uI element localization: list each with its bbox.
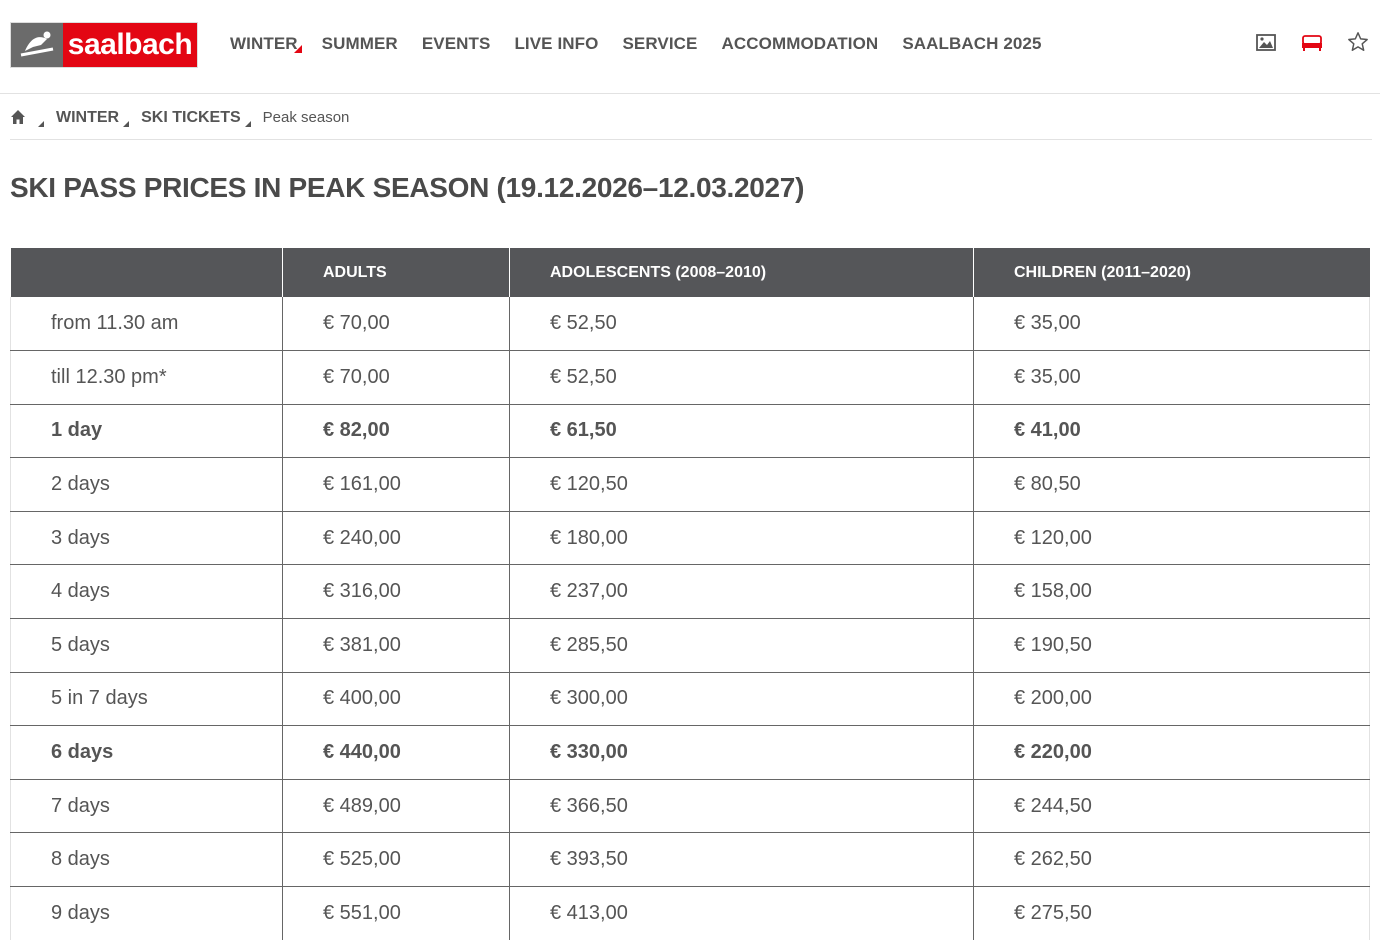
cell-adolescents: € 180,00 — [510, 511, 974, 565]
cell-children: € 200,00 — [974, 672, 1370, 726]
nav-item-winter[interactable]: WINTER — [230, 34, 298, 53]
table-row — [11, 779, 1370, 833]
cell-adolescents: € 52,50 — [510, 297, 974, 351]
table-row — [11, 565, 1370, 619]
cell-children: € 41,00 — [974, 404, 1370, 458]
cell-children: € 120,00 — [974, 511, 1370, 565]
header-adults: ADULTS — [283, 248, 510, 297]
cell-adolescents: € 413,00 — [510, 887, 974, 940]
cell-children: € 244,50 — [974, 779, 1370, 833]
cell-adults: € 381,00 — [283, 619, 510, 673]
cell-adolescents: € 52,50 — [510, 351, 974, 405]
site-header — [0, 0, 1380, 94]
cell-label: from 11.30 am — [11, 297, 283, 351]
cell-adolescents: € 61,50 — [510, 404, 974, 458]
cell-label: 6 days — [11, 726, 283, 780]
table-row — [11, 833, 1370, 887]
nav-item-events[interactable]: EVENTS — [421, 34, 491, 53]
cell-label: till 12.30 pm* — [11, 351, 283, 405]
header-children: CHILDREN (2011–2020) — [974, 248, 1370, 297]
table-row — [11, 672, 1370, 726]
nav-item-summer[interactable]: SUMMER — [321, 34, 398, 53]
saalbach-logo[interactable] — [10, 22, 198, 68]
cell-adolescents: € 393,50 — [510, 833, 974, 887]
table-row — [11, 887, 1370, 940]
cell-adults: € 240,00 — [283, 511, 510, 565]
cell-adults: € 316,00 — [283, 565, 510, 619]
cell-children: € 80,50 — [974, 458, 1370, 512]
price-table — [10, 248, 1370, 940]
breadcrumb-separator-icon — [38, 121, 44, 127]
cell-label: 3 days — [11, 511, 283, 565]
cell-adolescents: € 120,50 — [510, 458, 974, 512]
cell-adults: € 525,00 — [283, 833, 510, 887]
cell-adolescents: € 366,50 — [510, 779, 974, 833]
breadcrumb-separator-icon — [123, 121, 129, 127]
webcam-icon[interactable] — [1254, 30, 1278, 54]
table-row — [11, 726, 1370, 780]
header-label — [11, 248, 283, 297]
favorite-star-icon[interactable] — [1346, 30, 1370, 54]
cell-adults: € 82,00 — [283, 404, 510, 458]
page-title: SKI PASS PRICES IN PEAK SEASON (19.12.2026–12.03.2027) — [10, 172, 805, 203]
table-row — [11, 511, 1370, 565]
cell-label: 5 days — [11, 619, 283, 673]
cell-label: 2 days — [11, 458, 283, 512]
cell-children: € 190,50 — [974, 619, 1370, 673]
cell-adolescents: € 300,00 — [510, 672, 974, 726]
cell-children: € 158,00 — [974, 565, 1370, 619]
table-row — [11, 404, 1370, 458]
cell-adults: € 70,00 — [283, 297, 510, 351]
cell-label: 9 days — [11, 887, 283, 940]
home-icon[interactable] — [10, 109, 28, 127]
cell-adults: € 70,00 — [283, 351, 510, 405]
accommodation-bed-icon[interactable] — [1300, 30, 1324, 54]
cell-label: 4 days — [11, 565, 283, 619]
main-nav — [230, 34, 1066, 54]
breadcrumb-current: Peak season — [262, 109, 350, 126]
nav-item-accommodation[interactable]: ACCOMMODATION — [721, 34, 879, 53]
breadcrumb-separator-icon — [245, 121, 251, 127]
nav-item-saalbach-2025[interactable]: SAALBACH 2025 — [902, 34, 1042, 53]
cell-label: 7 days — [11, 779, 283, 833]
cell-adults: € 161,00 — [283, 458, 510, 512]
breadcrumb — [10, 96, 1372, 140]
header-tools — [1254, 30, 1370, 54]
cell-adults: € 489,00 — [283, 779, 510, 833]
cell-adolescents: € 330,00 — [510, 726, 974, 780]
table-row — [11, 619, 1370, 673]
cell-adults: € 400,00 — [283, 672, 510, 726]
cell-children: € 220,00 — [974, 726, 1370, 780]
cell-children: € 262,50 — [974, 833, 1370, 887]
table-row — [11, 297, 1370, 351]
cell-adults: € 440,00 — [283, 726, 510, 780]
cell-adults: € 551,00 — [283, 887, 510, 940]
logo-wordmark: saalbach — [63, 23, 197, 67]
cell-label: 8 days — [11, 833, 283, 887]
cell-adolescents: € 285,50 — [510, 619, 974, 673]
cell-label: 1 day — [11, 404, 283, 458]
cell-children: € 35,00 — [974, 297, 1370, 351]
table-header-row — [11, 248, 1370, 297]
cell-adolescents: € 237,00 — [510, 565, 974, 619]
cell-children: € 35,00 — [974, 351, 1370, 405]
nav-item-live-info[interactable]: LIVE INFO — [514, 34, 599, 53]
header-adolescents: ADOLESCENTS (2008–2010) — [510, 248, 974, 297]
nav-item-service[interactable]: SERVICE — [622, 34, 698, 53]
table-row — [11, 351, 1370, 405]
skier-logo-icon — [11, 23, 63, 67]
table-row — [11, 458, 1370, 512]
breadcrumb-ski-tickets[interactable]: SKI TICKETS — [141, 108, 241, 126]
breadcrumb-winter[interactable]: WINTER — [56, 108, 120, 126]
cell-label: 5 in 7 days — [11, 672, 283, 726]
cell-children: € 275,50 — [974, 887, 1370, 940]
